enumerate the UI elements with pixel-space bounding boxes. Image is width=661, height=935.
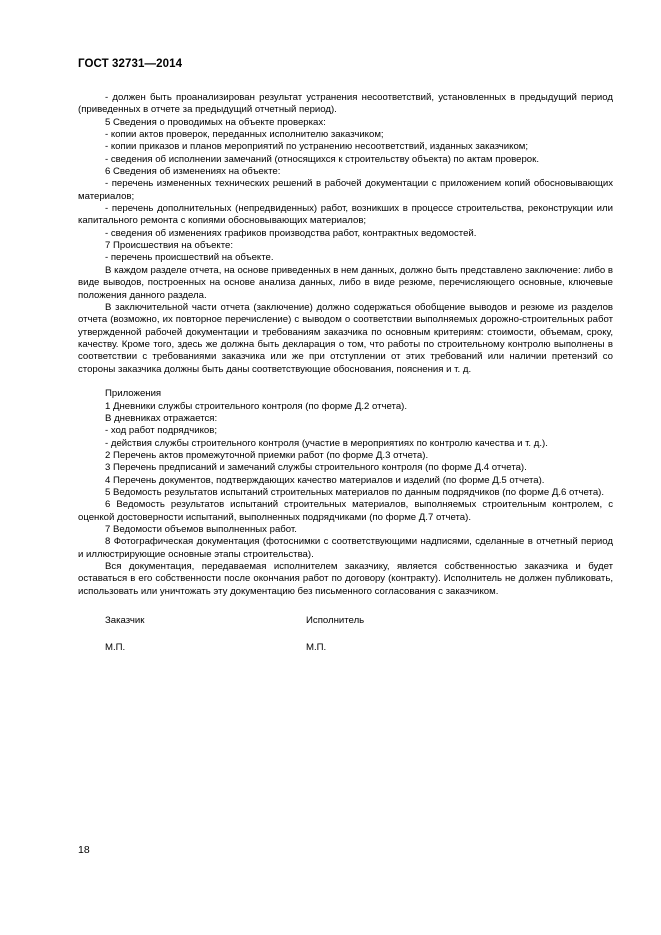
paragraph: Вся документация, передаваемая исполнителем заказчику, является собственностью заказчика и будет оставаться в его собственности после окончания работ по договору (контракту). Исполнитель не должен публиковать, использовать или уничтожать эту документацию без письменного согласования с заказчиком. <box>78 561 613 597</box>
list-item: 4 Перечень документов, подтверждающих качество материалов и изделий (по форме Д.5 отчета). <box>105 474 545 486</box>
contractor-stamp: М.П. <box>306 642 327 653</box>
document-body <box>78 92 613 598</box>
signature-labels <box>105 615 505 627</box>
list-item: - копии актов проверок, переданных исполнителю заказчиком; <box>105 129 384 141</box>
list-item: - перечень происшествий на объекте. <box>105 252 274 264</box>
list-item: - перечень измененных технических решений в рабочей документации с приложением копий обосновывающих материалов; <box>78 178 613 202</box>
section-heading: 5 Сведения о проводимых на объекте проверках: <box>105 116 326 128</box>
stamp-labels <box>105 642 505 654</box>
section-heading: 7 Происшествия на объекте: <box>105 240 233 252</box>
paragraph: В каждом разделе отчета, на основе приведенных в нем данных, должно быть представлено заключение: либо в виде выводов, построенных на основе анализа данных, либо в виде резюме, перечисляющего основные, ключевые положения данного раздела. <box>78 264 613 301</box>
list-item: - действия службы строительного контроля (участие в мероприятиях по контролю качества и т. д.). <box>105 437 548 449</box>
paragraph: В заключительной части отчета (заключение) должно содержаться обобщение выводов и резюме из разделов отчета (возможно, их повторное перечисление) с выводом о соответствии выполняемых дорожно-строительных работ утвержденной рабочей документации и требованиям заказчика по основным критериям: стоимости, объемам, сроку, качеству. Кроме того, здесь же должна быть декларация о том, что работы по строительному контролю выполнены в соответствии с требованиями заказчика или же при отступлении от этих требований или наличии претензий со стороны заказчика должны быть даны соответствующие обоснования, пояснения и т. д. <box>78 301 613 375</box>
page-number: 18 <box>78 844 90 856</box>
list-item: - сведения об изменениях графиков производства работ, контрактных ведомостей. <box>105 227 477 239</box>
list-item: 8 Фотографическая документация (фотоснимки с соответствующими надписями, сделанные в отчетный период и иллюстрирующие основные этапы строительства). <box>78 536 613 560</box>
list-item: 6 Ведомость результатов испытаний строительных материалов, выполняемых строительным контролем, с оценкой достоверности испытаний, выполненных подрядчиками (по форме Д.7 отчета). <box>78 499 613 523</box>
list-item: 1 Дневники службы строительного контроля (по форме Д.2 отчета). <box>105 400 408 412</box>
list-item: - ход работ подрядчиков; <box>105 425 217 437</box>
list-item: 7 Ведомости объемов выполненных работ. <box>105 524 297 536</box>
list-item: - должен быть проанализирован результат устранения несоответствий, установленных в предыдущий период (приведенных в отчете за предыдущий отчетный период). <box>78 92 613 116</box>
customer-stamp: М.П. <box>105 642 126 653</box>
list-item: 2 Перечень актов промежуточной приемки работ (по форме Д.3 отчета). <box>105 449 429 461</box>
list-item: 5 Ведомость результатов испытаний строительных материалов по данным подрядчиков (по форме Д.6 отчета). <box>105 487 605 498</box>
list-item: 3 Перечень предписаний и замечаний службы строительного контроля (по форме Д.4 отчета). <box>105 462 527 474</box>
contractor-label: Исполнитель <box>306 615 365 626</box>
appendices-heading: Приложения <box>105 388 162 400</box>
list-item: - сведения об исполнении замечаний (относящихся к строительству объекта) по актам проверок. <box>105 153 540 165</box>
list-item: - копии приказов и планов мероприятий по устранению несоответствий, изданных заказчиком; <box>105 141 529 153</box>
signature-block <box>105 615 505 654</box>
document-header: ГОСТ 32731—2014 <box>78 58 183 70</box>
paragraph: В дневниках отражается: <box>105 412 218 424</box>
list-item: - перечень дополнительных (непредвиденных) работ, возникших в процессе строительства, реконструкции или капитального ремонта с копиями обосновывающих материалов; <box>78 203 613 227</box>
section-heading: 6 Сведения об изменениях на объекте: <box>105 166 281 178</box>
customer-label: Заказчик <box>105 615 145 626</box>
